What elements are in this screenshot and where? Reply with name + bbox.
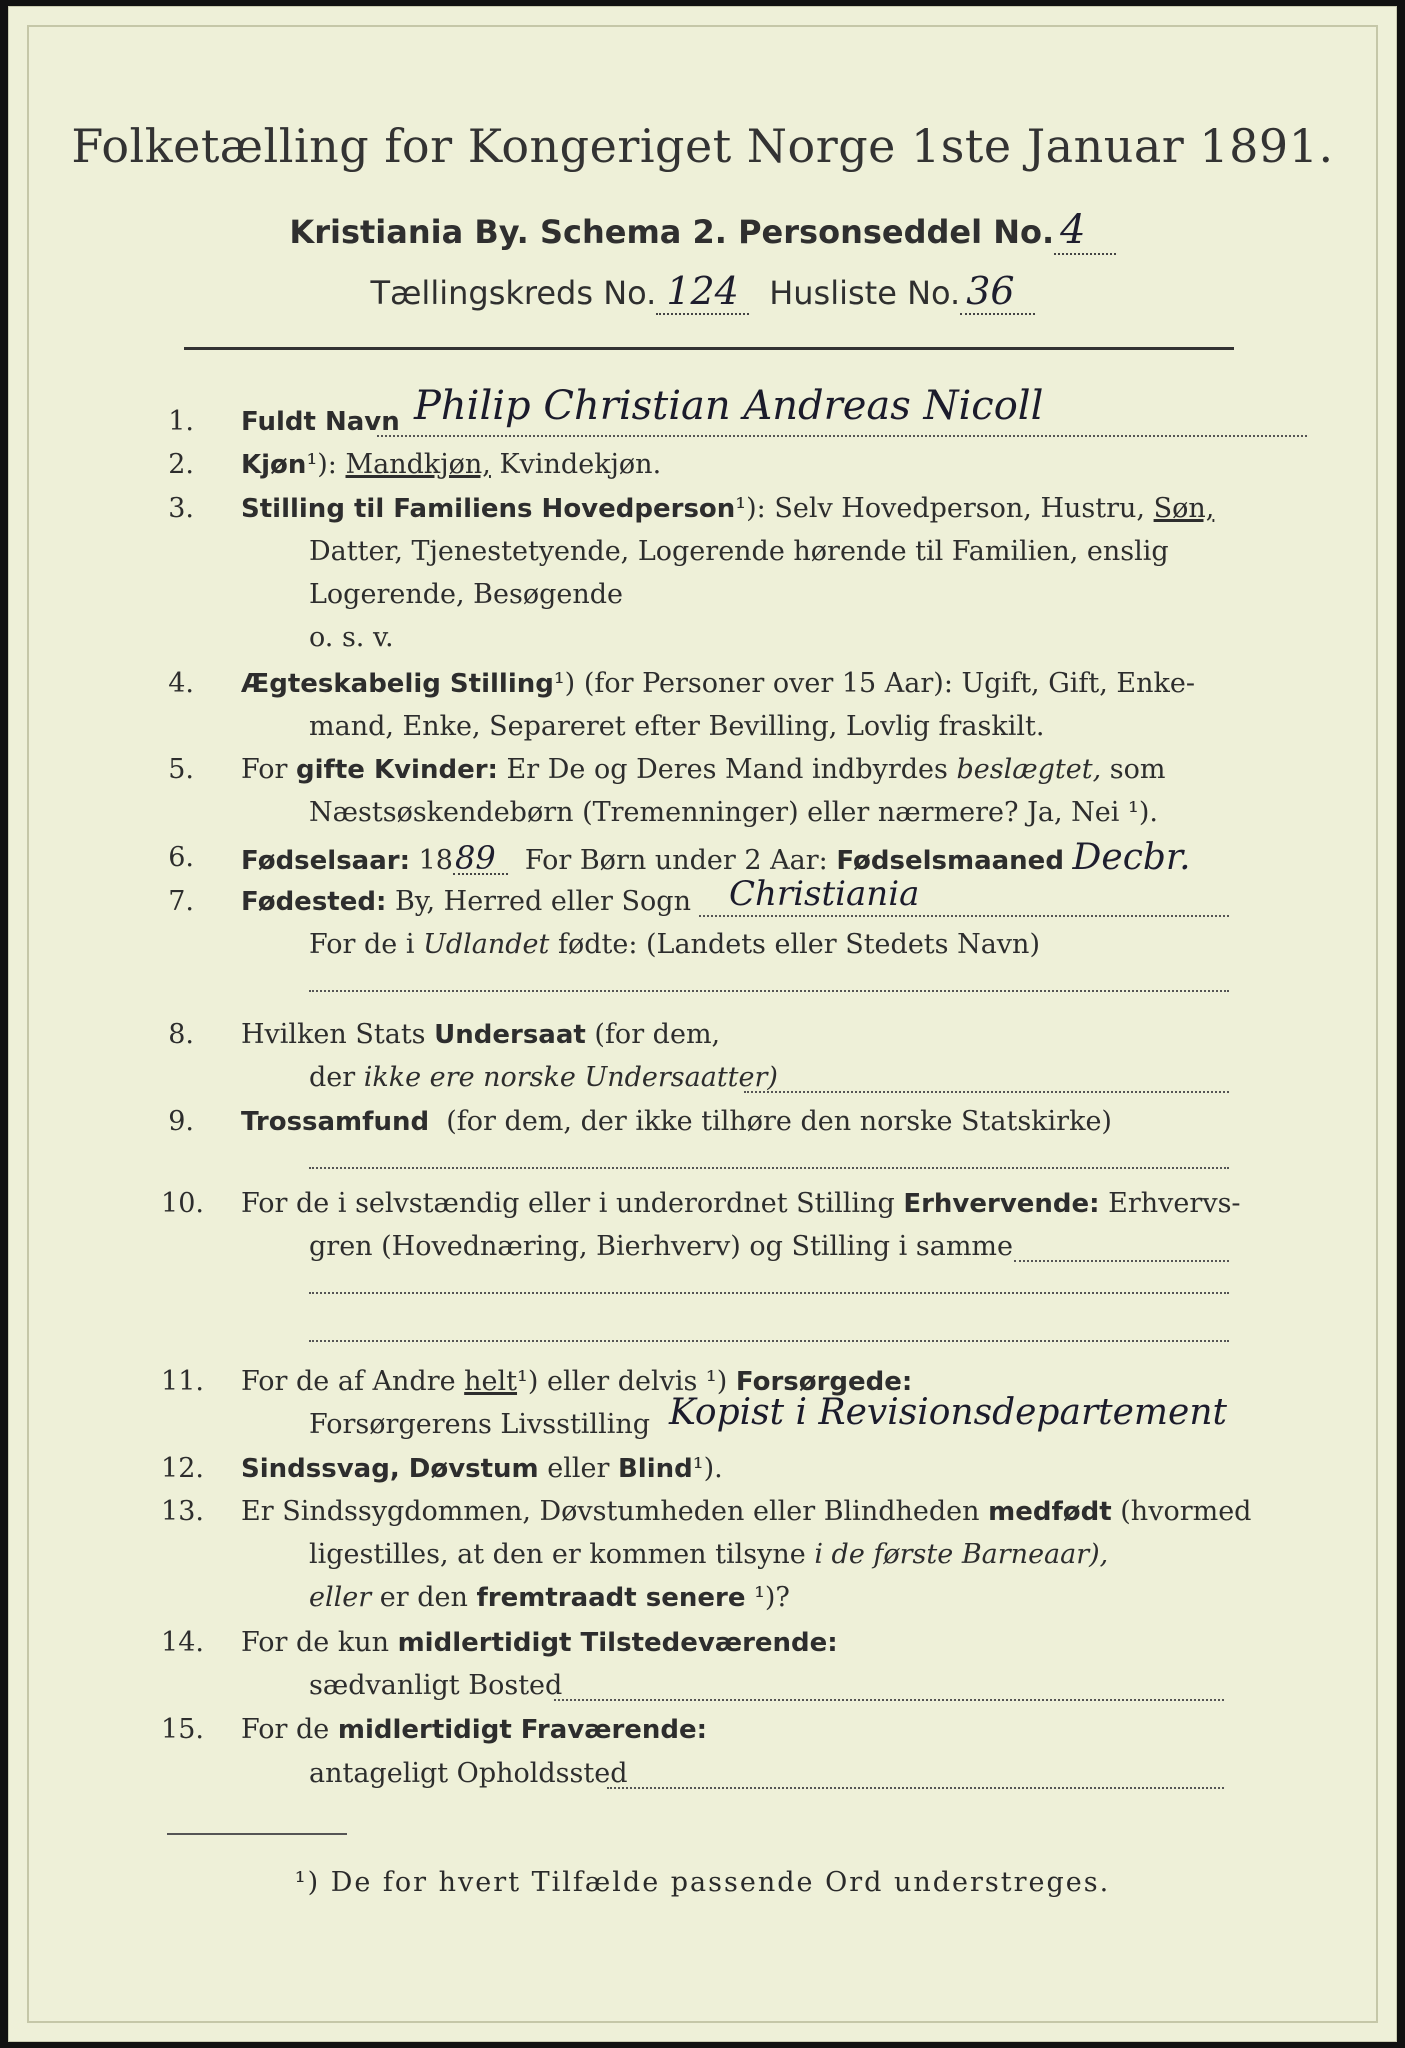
q10-fill-line-2[interactable]: [309, 1292, 1229, 1294]
q4-line1: [241, 669, 1195, 699]
q3-options-c: Logerende, Besøgende: [309, 579, 623, 610]
q7-line1: [241, 887, 691, 917]
q8-number: 8.: [168, 1019, 194, 1050]
q9-label: Trossamfund: [241, 1107, 430, 1137]
form-title: Folketælling for Kongeriget Norge 1ste Januar 1891.: [71, 119, 1334, 173]
q14-label: midlertidigt Tilstedeværende:: [397, 1628, 838, 1658]
q7-foreign-italic: Udlandet: [423, 929, 550, 960]
q8-pre: Hvilken Stats: [241, 1019, 426, 1050]
q6-birth-month-value[interactable]: Decbr.: [1072, 837, 1191, 878]
q1-fill-line: [377, 435, 1307, 437]
q5-label: gifte Kvinder:: [296, 755, 498, 785]
q14-pre: For de kun: [241, 1627, 389, 1658]
q3-option-son-selected[interactable]: Søn,: [1153, 493, 1215, 524]
q12-note: ¹).: [692, 1453, 723, 1484]
q13-note: ¹)?: [754, 1582, 790, 1613]
q8-post: (for dem,: [594, 1019, 721, 1050]
q3-number: 3.: [168, 493, 194, 524]
q7-fill-line: [699, 915, 1229, 917]
q3-note: ¹):: [735, 493, 766, 524]
q12-label: Sindssvag, Døvstum: [241, 1454, 539, 1484]
q10-label: Erhvervende:: [903, 1189, 1100, 1219]
q5-question-end: som: [1109, 754, 1166, 785]
q2-option-male-selected[interactable]: Mandkjøn,: [345, 449, 491, 480]
q13-label: medfødt: [988, 1497, 1112, 1527]
q6-label: Fødselsaar:: [241, 846, 410, 876]
q7-line2: [309, 930, 1040, 960]
q3-options-b: Datter, Tjenestetyende, Logerende hørende til Familien, enslig: [309, 536, 1169, 567]
q13-number: 13.: [161, 1496, 204, 1527]
q13-line2-text: ligestilles, at den er kommen tilsyne: [309, 1539, 806, 1570]
q13-label2: fremtraadt senere: [476, 1583, 746, 1613]
q9-fill-line[interactable]: [309, 1167, 1229, 1169]
q8-fill-line[interactable]: [744, 1091, 1229, 1093]
q5-italic: beslægtet,: [956, 754, 1102, 785]
schema-line: [9, 207, 1396, 255]
q15-pre: For de: [241, 1714, 330, 1745]
husliste-number[interactable]: 36: [960, 269, 1034, 315]
q4-options-a: (for Personer over 15 Aar): Ugift, Gift, Enke-: [583, 668, 1195, 699]
q2-note: ¹):: [306, 449, 337, 480]
q11-pre: For de af Andre: [241, 1366, 456, 1397]
q7-number: 7.: [168, 886, 194, 917]
q7-foreign-fill-line[interactable]: [309, 990, 1229, 992]
q1-number: 1.: [168, 406, 194, 437]
q3-line1: [241, 494, 1214, 524]
q11-mid: ¹) eller delvis ¹): [517, 1366, 728, 1397]
q13-line2-italic: i de første Barneaar),: [814, 1539, 1109, 1570]
q10-post: Erhvervs-: [1108, 1188, 1241, 1219]
q7-foreign-question: fødte: (Landets eller Stedets Navn): [557, 929, 1040, 960]
q13-line2: [309, 1540, 1108, 1570]
footnote-rule: [167, 1833, 347, 1835]
q7-question: By, Herred eller Sogn: [394, 886, 691, 917]
q2-option-female[interactable]: Kvindekjøn.: [499, 449, 662, 480]
personseddel-number[interactable]: 4: [1054, 207, 1115, 255]
q6-child-note: For Børn under 2 Aar:: [524, 845, 828, 876]
q10-fill-line-3[interactable]: [309, 1340, 1229, 1342]
footnote: ¹) De for hvert Tilfælde passende Ord understreges.: [294, 1867, 1111, 1898]
q6-birth-year-value[interactable]: 89: [453, 843, 508, 875]
q13-line1: [241, 1497, 1251, 1527]
q4-number: 4.: [168, 668, 194, 699]
taellingskreds-number[interactable]: 124: [656, 269, 749, 315]
q15-fill-line[interactable]: [607, 1787, 1224, 1789]
q11-option-fully-selected[interactable]: helt: [464, 1366, 518, 1397]
q7-label: Fødested:: [241, 887, 387, 917]
q15-number: 15.: [161, 1714, 204, 1745]
q7-birthplace-value[interactable]: Christiania: [729, 874, 920, 914]
q11-line2: Forsørgerens Livsstilling: [309, 1409, 651, 1440]
q15-line1: [241, 1715, 707, 1745]
q11-provider-occupation-value[interactable]: Kopist i Revisionsdepartement: [669, 1392, 1228, 1433]
q5-options: Næstsøskendebørn (Tremenninger) eller nærmere? Ja, Nei ¹).: [309, 797, 1158, 828]
census-form: [8, 6, 1397, 2042]
q8-label: Undersaat: [434, 1020, 586, 1050]
q6-month-label: Fødselsmaaned: [836, 846, 1064, 876]
q10-fill-line[interactable]: [1014, 1260, 1229, 1262]
q14-line2: sædvanligt Bosted: [309, 1670, 563, 1701]
q9-question: (for dem, der ikke tilhøre den norske Statskirke): [446, 1106, 1112, 1137]
q3-label: Stilling til Familiens Hovedperson: [241, 494, 736, 524]
q2-line: [241, 450, 661, 480]
q2-label: Kjøn: [241, 450, 307, 480]
q10-number: 10.: [161, 1188, 204, 1219]
q10-question: For de i selvstændig eller i underordnet Stilling: [241, 1188, 895, 1219]
q1-full-name-value[interactable]: Philip Christian Andreas Nicoll: [414, 383, 1044, 429]
q5-pre: For: [241, 754, 288, 785]
q9-number: 9.: [168, 1106, 194, 1137]
q8-line1: [241, 1020, 720, 1050]
q5-question: Er De og Deres Mand indbyrdes: [506, 754, 948, 785]
q13-post: (hvormed: [1120, 1496, 1252, 1527]
q14-line1: [241, 1628, 838, 1658]
q13-line3-text: er den: [379, 1582, 468, 1613]
q10-line2: gren (Hovednæring, Bierhverv) og Stilling i samme: [309, 1231, 1014, 1262]
q1-label: Fuldt Navn: [241, 407, 400, 437]
q12-line: [241, 1454, 723, 1484]
q4-note: ¹): [553, 668, 576, 699]
q10-line1: [241, 1189, 1241, 1219]
q5-number: 5.: [168, 754, 194, 785]
husliste-label: Husliste No.: [769, 274, 961, 312]
q11-number: 11.: [161, 1366, 204, 1397]
q14-number: 14.: [161, 1627, 204, 1658]
q4-label: Ægteskabelig Stilling: [241, 669, 554, 699]
q11-label: Forsørgede:: [735, 1367, 913, 1397]
q7-foreign-pre: For de i: [309, 929, 415, 960]
q12-eller: eller: [547, 1453, 610, 1484]
q8-line2: [309, 1063, 778, 1093]
q3-options-d: o. s. v.: [309, 622, 394, 653]
schema-label: Kristiania By. Schema 2. Personseddel No.: [289, 213, 1055, 251]
q13-line3: [309, 1583, 790, 1613]
q4-options-b: mand, Enke, Separeret efter Bevilling, Lovlig fraskilt.: [309, 711, 1045, 742]
header-divider: [184, 347, 1234, 350]
taellingskreds-label: Tællingskreds No.: [370, 274, 657, 312]
q12-number: 12.: [161, 1453, 204, 1484]
q6-year-prefix: 18: [418, 845, 453, 876]
q13-eller: eller: [309, 1582, 372, 1613]
q3-options-a: Selv Hovedperson, Hustru,: [774, 493, 1145, 524]
q9-line: [241, 1107, 1112, 1137]
q8-italic: ikke ere norske Undersaatter): [363, 1062, 778, 1093]
q12-label2: Blind: [617, 1454, 693, 1484]
q15-label: midlertidigt Fraværende:: [337, 1715, 708, 1745]
q14-fill-line[interactable]: [554, 1699, 1224, 1701]
q2-number: 2.: [168, 449, 194, 480]
q5-line1: [241, 755, 1166, 785]
q15-line2: antageligt Opholdssted: [309, 1758, 628, 1789]
q8-der: der: [309, 1062, 356, 1093]
q6-line: [241, 837, 1191, 878]
q6-number: 6.: [168, 842, 194, 873]
q13-question: Er Sindssygdommen, Døvstumheden eller Blindheden: [241, 1496, 980, 1527]
district-line: [9, 269, 1396, 315]
